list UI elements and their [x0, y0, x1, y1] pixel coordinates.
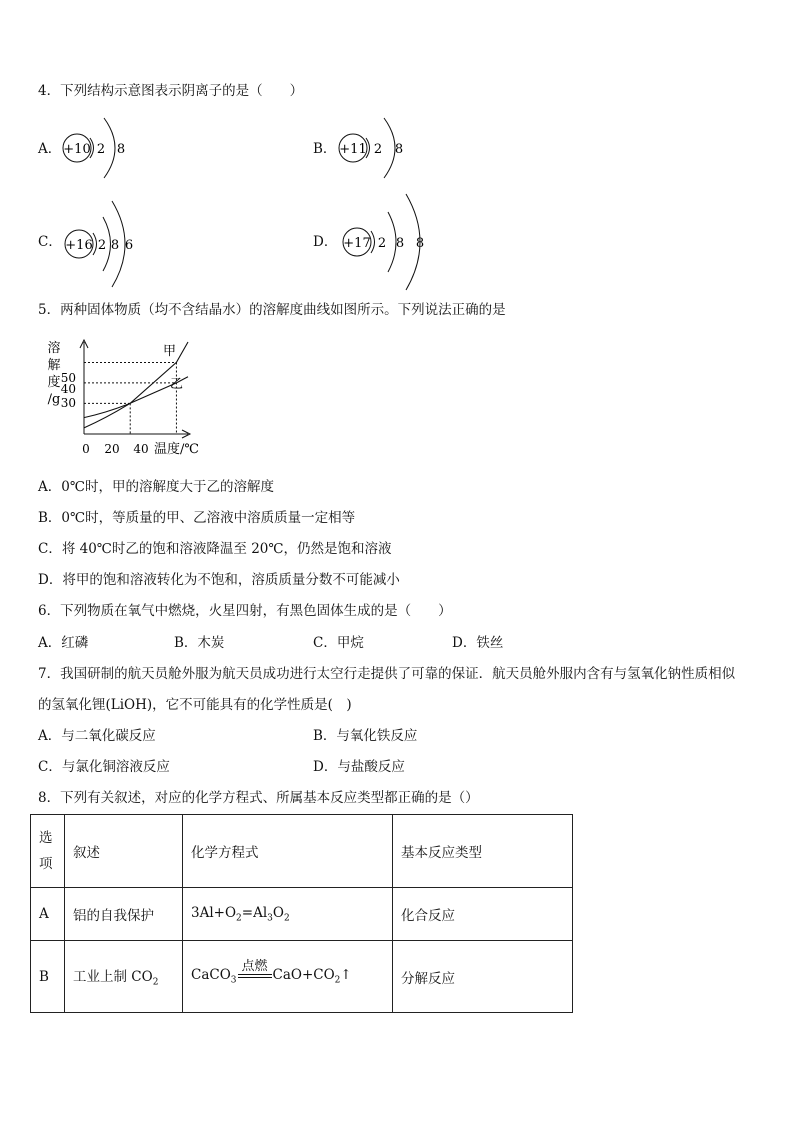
q7-stem-line-2: 的氢氧化锂(LiOH)，它不可能具有的化学性质是( ) — [38, 697, 352, 713]
shell-count-2: 8 — [395, 236, 405, 251]
series-label-yi: 乙 — [170, 377, 184, 392]
y-tick-40: 40 — [60, 382, 76, 396]
shell-arc-2 — [104, 118, 115, 178]
shell-count-1: 2 — [377, 236, 387, 251]
row-b-reaction-type: 分解反应 — [393, 941, 573, 1013]
q4-option-c-label: C． — [38, 234, 62, 250]
row-a-description: 铝的自我保护 — [65, 888, 183, 941]
row-b-option: B — [31, 941, 65, 1013]
q6-stem: 6．下列物质在氧气中燃烧，火星四射，有黑色固体生成的是（ ） — [38, 603, 452, 619]
q6-option-d: D．铁丝 — [452, 635, 504, 651]
y-axis-label-char-3: 度 — [47, 375, 61, 390]
table-row — [31, 888, 573, 941]
header-option-char-1: 选 — [39, 830, 53, 846]
table-row — [31, 941, 573, 1013]
shell-count-3: 8 — [415, 236, 425, 251]
x-tick-0: 0 — [82, 442, 90, 456]
q4-atom-a-diagram — [60, 110, 180, 190]
x-axis-label: 温度/℃ — [154, 442, 199, 457]
y-tick-50: 50 — [60, 371, 76, 385]
shell-count-3: 6 — [124, 238, 134, 253]
shell-count-1: 2 — [97, 238, 107, 253]
header-option-char-2: 项 — [39, 856, 53, 872]
shell-count-2: 8 — [116, 142, 126, 157]
q5-option-b: B．0℃时，等质量的甲、乙溶液中溶质质量一定相等 — [38, 510, 356, 526]
q4-atom-d-diagram — [340, 190, 460, 294]
q7-option-d: D．与盐酸反应 — [313, 759, 405, 775]
guide-lines — [84, 362, 176, 434]
header-description: 叙述 — [65, 815, 183, 888]
nucleus-charge: +16 — [65, 238, 93, 253]
q4-atom-c-diagram — [62, 195, 182, 295]
x-tick-40: 40 — [133, 442, 149, 456]
shell-count-1: 2 — [96, 142, 106, 157]
q6-option-b: B．木炭 — [174, 635, 225, 651]
shell-arc-2 — [384, 118, 395, 178]
shell-arc-2 — [388, 212, 396, 272]
header-reaction-type: 基本反应类型 — [393, 815, 573, 888]
row-a-equation: $3Al+O_2=Al_3O_2$ — [183, 888, 393, 941]
series-label-jia: 甲 — [163, 344, 177, 359]
shell-arc-1 — [371, 231, 375, 253]
q5-option-a: A．0℃时，甲的溶解度大于乙的溶解度 — [38, 479, 274, 495]
q4-atom-b-diagram — [336, 110, 456, 190]
shell-arc-1 — [93, 233, 97, 255]
q5-option-d: D．将甲的饱和溶液转化为不饱和，溶质质量分数不可能减小 — [38, 572, 400, 588]
row-a-reaction-type: 化合反应 — [393, 888, 573, 941]
table-header-row — [31, 815, 573, 888]
q6-option-a: A．红磷 — [38, 635, 89, 651]
q7-option-b: B．与氧化铁反应 — [313, 728, 418, 744]
shell-count-1: 2 — [373, 142, 383, 157]
q7-option-c: C．与氯化铜溶液反应 — [38, 759, 170, 775]
row-b-description: 工业上制 $CO_2$ — [65, 941, 183, 1013]
x-tick-20: 20 — [104, 442, 120, 456]
q6-option-c: C．甲烷 — [313, 635, 364, 651]
q4-option-b-label: B． — [313, 141, 337, 157]
row-a-option: A — [31, 888, 65, 941]
q8-stem: 8．下列有关叙述，对应的化学方程式、所属基本反应类型都正确的是（） — [38, 790, 479, 806]
y-tick-30: 30 — [60, 396, 76, 410]
y-axis-label-char-2: 解 — [47, 358, 61, 373]
reaction-table — [30, 814, 573, 1013]
y-axis-label-char-1: 溶 — [47, 341, 61, 356]
q4-option-a-label: A． — [38, 141, 62, 157]
nucleus-charge: +17 — [343, 236, 371, 251]
y-axis-label-char-4: /g — [47, 392, 61, 407]
row-b-equation: CaCO$_3$ 点燃 $CaO+CO_2↑$ — [183, 941, 393, 1013]
q4-stem: 4．下列结构示意图表示阴离子的是（ ） — [38, 83, 304, 99]
header-option — [31, 815, 65, 888]
q5-stem: 5．两种固体物质（均不含结晶水）的溶解度曲线如图所示。下列说法正确的是 — [38, 302, 506, 318]
nucleus-charge: +11 — [339, 142, 367, 157]
q5-option-c: C．将 40℃时乙的饱和溶液降温至 20℃，仍然是饱和溶液 — [38, 541, 392, 557]
header-equation: 化学方程式 — [183, 815, 393, 888]
solubility-chart — [40, 336, 210, 462]
q7-stem-line-1: 7．我国研制的航天员舱外服为航天员成功进行太空行走提供了可靠的保证．航天员舱外服内含有与氢氧化钠性质相似 — [38, 666, 736, 682]
q4-option-d-label: D． — [313, 234, 338, 250]
reaction-condition: 点燃 — [238, 969, 272, 983]
nucleus-charge: +10 — [63, 142, 91, 157]
shell-count-2: 8 — [394, 142, 404, 157]
q7-option-a: A．与二氧化碳反应 — [38, 728, 156, 744]
shell-count-2: 8 — [110, 238, 120, 253]
